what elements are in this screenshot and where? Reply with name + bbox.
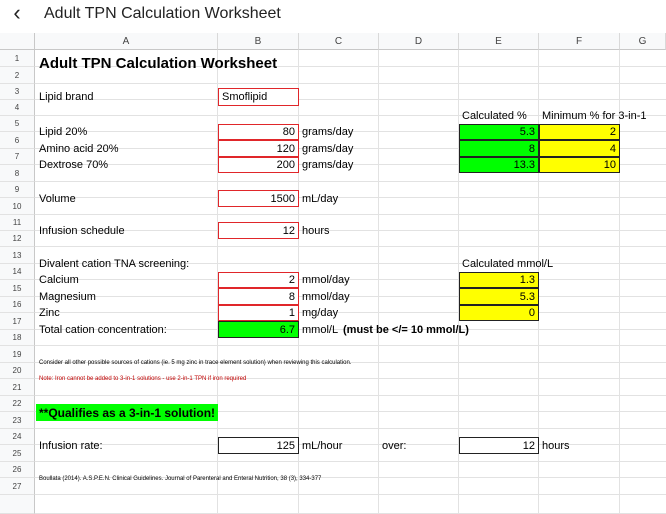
- column-header-c[interactable]: C: [299, 33, 379, 50]
- row-gridline: [35, 197, 666, 198]
- dextrose-label: Dextrose 70%: [39, 159, 109, 171]
- infusion-rate-label: Infusion rate:: [39, 439, 103, 452]
- infusion-schedule-input[interactable]: 12: [218, 222, 299, 239]
- column-header-b[interactable]: B: [218, 33, 299, 50]
- iron-note: Note: Iron cannot be added to 3-in-1 solutions - use 2-in-1 TPN if iron required: [39, 376, 247, 382]
- infusion-rate-unit: mL/hour: [302, 439, 343, 452]
- infusion-schedule-unit: hours: [302, 224, 330, 237]
- row-header[interactable]: 6: [0, 132, 35, 149]
- dextrose-input[interactable]: 200: [218, 157, 299, 173]
- row-header[interactable]: 20: [0, 363, 35, 379]
- row-gridline: [35, 83, 666, 84]
- dextrose-unit: grams/day: [302, 159, 354, 171]
- row-gridline: [35, 345, 666, 346]
- magnesium-calculated: 5.3: [459, 288, 539, 305]
- dextrose-minimum-percent: 10: [539, 157, 620, 173]
- row-header[interactable]: 1: [0, 50, 35, 67]
- row-gridline: [35, 99, 666, 100]
- row-header[interactable]: 12: [0, 231, 35, 247]
- row-header[interactable]: 23: [0, 412, 35, 429]
- over-label: over:: [382, 439, 407, 452]
- row-gridline: [35, 230, 666, 231]
- total-cation-label: Total cation concentration:: [39, 323, 167, 336]
- row-header[interactable]: 21: [0, 379, 35, 396]
- total-cation-value: 6.7: [218, 321, 299, 338]
- row-gridline: [35, 461, 666, 462]
- amino-acid-unit: grams/day: [302, 142, 354, 155]
- over-hours-unit: hours: [542, 439, 570, 452]
- row-gridline: [35, 395, 666, 396]
- lipid-calculated-percent: 5.3: [459, 124, 539, 140]
- calcium-input[interactable]: 2: [218, 272, 299, 288]
- row-header[interactable]: 2: [0, 67, 35, 84]
- zinc-input[interactable]: 1: [218, 305, 299, 321]
- volume-label: Volume: [39, 192, 76, 205]
- row-gridline: [35, 181, 666, 182]
- row-header[interactable]: 22: [0, 396, 35, 412]
- zinc-label: Zinc: [39, 307, 60, 319]
- row-header[interactable]: 14: [0, 264, 35, 280]
- row-header[interactable]: 9: [0, 182, 35, 198]
- consider-note: Consider all other possible sources of cations (ie. 5 mg zinc in trace element solution) when reviewing this calculation.: [39, 359, 352, 366]
- app-bar: [0, 0, 666, 33]
- row-gridline: [35, 312, 666, 313]
- calculated-percent-header: Calculated %: [462, 110, 527, 122]
- row-header[interactable]: [0, 495, 35, 514]
- magnesium-input[interactable]: 8: [218, 288, 299, 305]
- select-all-corner[interactable]: [0, 33, 35, 50]
- column-header-g[interactable]: G: [620, 33, 666, 50]
- reference-citation: Boullata (2014). A.S.P.E.N. Clinical Guidelines. Journal of Parenteral and Enteral Nutrition, 38 (3), 334-377: [39, 475, 322, 482]
- dextrose-calculated-percent: 13.3: [459, 157, 539, 173]
- column-header-f[interactable]: F: [539, 33, 620, 50]
- amino-minimum-percent: 4: [539, 140, 620, 157]
- divalent-cation-label: Divalent cation TNA screening:: [39, 257, 190, 270]
- amino-calculated-percent: 8: [459, 140, 539, 157]
- infusion-schedule-label: Infusion schedule: [39, 224, 125, 237]
- lipid-20-input[interactable]: 80: [218, 124, 299, 140]
- row-gridline: [35, 428, 666, 429]
- lipid-brand-input[interactable]: Smoflipid: [218, 88, 299, 106]
- row-header[interactable]: 10: [0, 198, 35, 215]
- lipid-minimum-percent: 2: [539, 124, 620, 140]
- volume-unit: mL/day: [302, 192, 339, 205]
- calcium-unit: mmol/day: [302, 274, 350, 286]
- row-header[interactable]: 7: [0, 149, 35, 165]
- column-header-a[interactable]: A: [35, 33, 218, 50]
- lipid-brand-label: Lipid brand: [39, 91, 94, 103]
- total-cation-unit: mmol/L: [302, 323, 339, 336]
- row-header[interactable]: 11: [0, 215, 35, 231]
- amino-acid-input[interactable]: 120: [218, 140, 299, 157]
- over-hours-value: 12: [459, 437, 539, 454]
- column-header-e[interactable]: E: [459, 33, 539, 50]
- zinc-unit: mg/day: [302, 307, 339, 319]
- row-header[interactable]: 18: [0, 330, 35, 346]
- row-header[interactable]: 25: [0, 445, 35, 462]
- row-gridline: [35, 214, 666, 215]
- column-header-d[interactable]: D: [379, 33, 459, 50]
- lipid-20-label: Lipid 20%: [39, 126, 88, 138]
- calcium-label: Calcium: [39, 274, 79, 286]
- lipid-20-unit: grams/day: [302, 126, 354, 138]
- calculated-mmol-header: Calculated mmol/L: [462, 257, 554, 270]
- volume-input[interactable]: 1500: [218, 190, 299, 207]
- row-header[interactable]: 4: [0, 100, 35, 116]
- row-header[interactable]: 16: [0, 297, 35, 313]
- row-header[interactable]: 26: [0, 462, 35, 478]
- qualifies-banner: **Qualifies as a 3-in-1 solution!: [36, 404, 218, 421]
- total-cation-note: (must be </= 10 mmol/L): [343, 323, 469, 336]
- row-header[interactable]: 17: [0, 313, 35, 330]
- row-header[interactable]: 15: [0, 280, 35, 297]
- zinc-calculated: 0: [459, 305, 539, 321]
- magnesium-label: Magnesium: [39, 290, 96, 303]
- row-header[interactable]: 13: [0, 247, 35, 264]
- amino-acid-label: Amino acid 20%: [39, 142, 119, 155]
- row-gridline: [35, 246, 666, 247]
- row-header[interactable]: 3: [0, 84, 35, 100]
- row-header[interactable]: 24: [0, 429, 35, 445]
- row-gridline: [35, 494, 666, 495]
- row-header[interactable]: 19: [0, 346, 35, 363]
- infusion-rate-value: 125: [218, 437, 299, 454]
- row-header[interactable]: 27: [0, 478, 35, 495]
- calcium-calculated: 1.3: [459, 272, 539, 288]
- sheet-heading: Adult TPN Calculation Worksheet: [39, 54, 278, 72]
- spreadsheet-grid: [0, 33, 666, 514]
- row-header[interactable]: 8: [0, 165, 35, 182]
- magnesium-unit: mmol/day: [302, 290, 350, 303]
- row-header[interactable]: 5: [0, 116, 35, 132]
- back-arrow-icon[interactable]: ‹: [13, 0, 21, 25]
- minimum-percent-header: Minimum % for 3-in-1: [542, 110, 647, 122]
- page-title: Adult TPN Calculation Worksheet: [44, 5, 281, 22]
